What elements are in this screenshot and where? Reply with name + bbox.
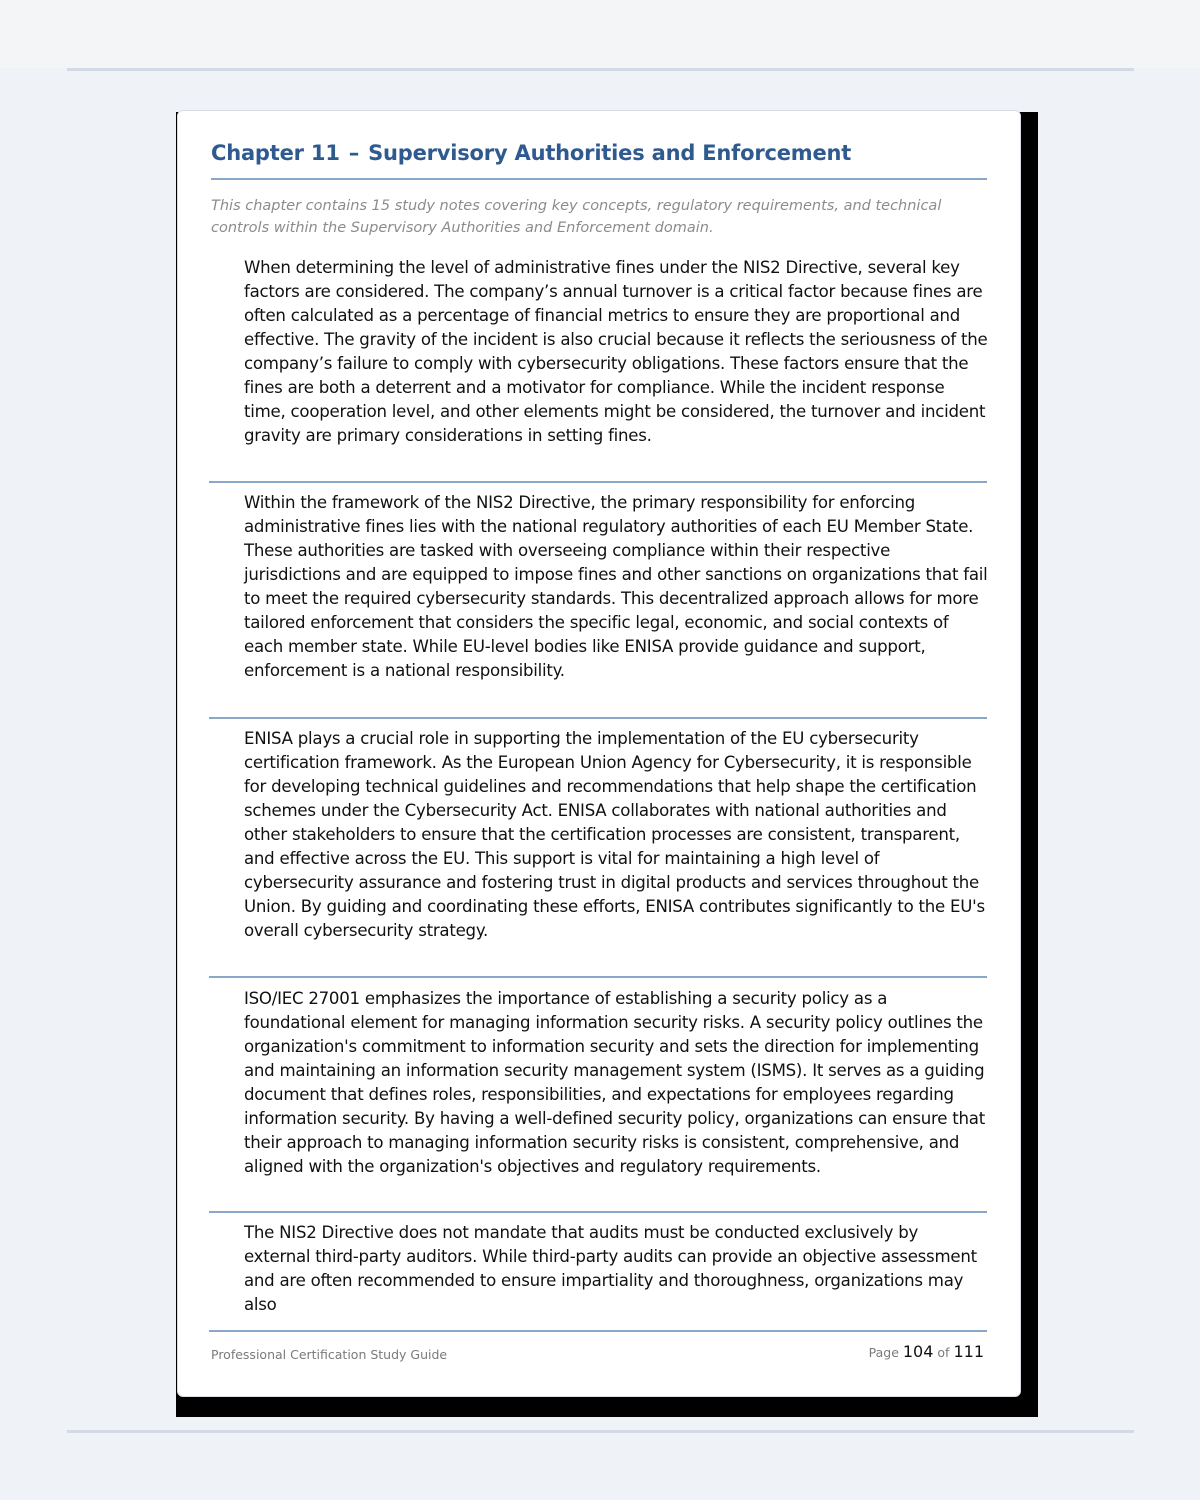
document-page — [177, 110, 1021, 1397]
chapter-title — [211, 141, 987, 165]
page-word: Page — [868, 1345, 899, 1360]
chapter-name: Supervisory Authorities and Enforcement — [368, 141, 852, 165]
footer-rule — [209, 1330, 987, 1332]
page-indicator — [869, 1342, 984, 1361]
title-rule — [211, 178, 987, 180]
top-divider — [67, 68, 1134, 71]
page-number: 104 — [902, 1342, 934, 1361]
chapter-intro: This chapter contains 15 study notes covering key concepts, regulatory requirements, and technical controls within the Supervisory Authorities and Enforcement domain. — [211, 198, 942, 236]
study-note: The NIS2 Directive does not mandate that audits must be conducted exclusively by external third-party auditors. While third-party audits can provide an objective assessment and are often recommended to ensure impartiality and thoroughness, organizations may also — [244, 1223, 977, 1314]
note-separator — [209, 717, 987, 719]
study-note: ENISA plays a crucial role in supporting the implementation of the EU cybersecurity certification framework. As the European Union Agency for Cybersecurity, it is responsible for developing technical guidelines and recommendations that help shape the certification schemes under the Cybersecurity Act. ENISA collaborates with national authorities and other stakeholders to ensure that the certification processes are consistent, transparent, and effective across the EU. This support is vital for maintaining a high level of cybersecurity assurance and fostering trust in digital products and services throughout the Union. By guiding and coordinating these efforts, ENISA contributes significantly to the EU's overall cybersecurity strategy. — [244, 729, 985, 940]
of-word: of — [937, 1345, 950, 1360]
viewer-top-bar — [0, 0, 1200, 68]
chapter-title-dash: – — [348, 141, 360, 165]
footer-guide-title: Professional Certification Study Guide — [211, 1347, 448, 1362]
bottom-divider — [67, 1430, 1134, 1433]
study-note: ISO/IEC 27001 emphasizes the importance of establishing a security policy as a foundational element for managing information security risks. A security policy outlines the organization's commitment to information security and sets the direction for implementing and maintaining an information security management system (ISMS). It serves as a guiding document that defines roles, responsibilities, and expectations for employees regarding information security. By having a well-defined security policy, organizations can ensure that their approach to managing information security risks is consistent, comprehensive, and aligned with the organization's objectives and regulatory requirements. — [244, 989, 985, 1176]
study-note: Within the framework of the NIS2 Directive, the primary responsibility for enforcing administrative fines lies with the national regulatory authorities of each EU Member State. These authorities are tasked with overseeing compliance within their respective jurisdictions and are equipped to impose fines and other sanctions on organizations that fail to meet the required cybersecurity standards. This decentralized approach allows for more tailored enforcement that considers the specific legal, economic, and social contexts of each member state. While EU-level bodies like ENISA provide guidance and support, enforcement is a national responsibility. — [244, 493, 988, 680]
total-pages: 111 — [953, 1342, 984, 1361]
note-separator — [209, 1211, 987, 1213]
note-separator — [209, 481, 987, 483]
chapter-label: Chapter 11 — [211, 141, 340, 165]
study-note: When determining the level of administrative fines under the NIS2 Directive, several key factors are considered. The company’s annual turnover is a critical factor because fines are often calculated as a percentage of financial metrics to ensure they are proportional and effective. The gravity of the incident is also crucial because it reflects the seriousness of the company’s failure to comply with cybersecurity obligations. These factors ensure that the fines are both a deterrent and a motivator for compliance. While the incident response time, cooperation level, and other elements might be considered, the turnover and incident gravity are primary considerations in setting fines. — [244, 258, 988, 445]
note-separator — [209, 976, 987, 978]
